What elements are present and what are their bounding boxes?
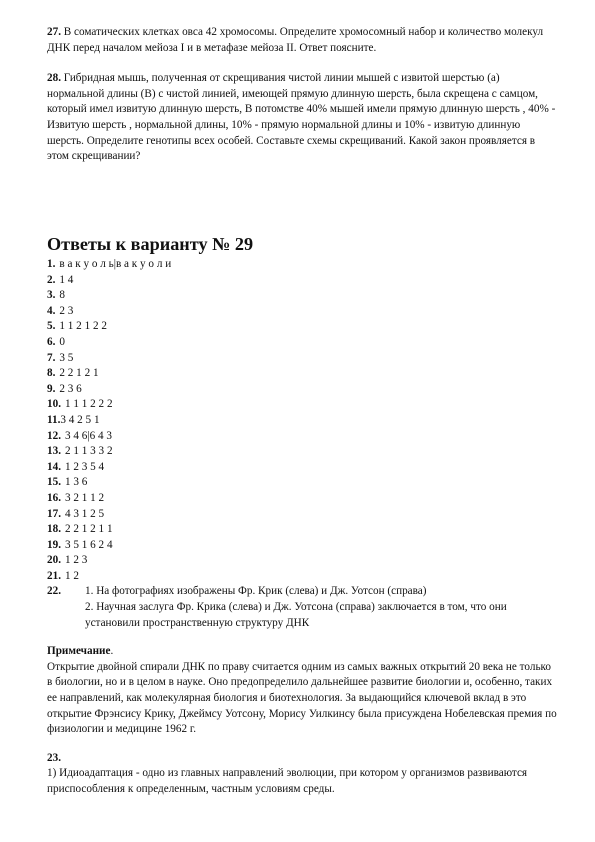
answer-value: 4 3 1 2 5 <box>64 507 105 520</box>
answer-row <box>47 460 557 476</box>
question-text: Гибридная мышь, полученная от скрещивания чистой линии мышей с извитой шерстью (а) нормальной длины (В) с чистой линией, имеющей прямую длинную шерсть, была скрещена с самцом, который имел извитую длинную шерсть, В потомстве 40% мышей имели прямую длинную шерсть , 40% - Извитую шерсть , нормальной длины, 10% - прямую нормальной длины и 10% - извитую длинную шерсть. Определите генотипы всех особей. Составьте схемы скрещиваний. Какой закон проявляется в этом скрещивании? <box>47 72 556 163</box>
answer-22-items <box>85 584 557 631</box>
answers-heading: Ответы к варианту № 29 <box>47 234 254 254</box>
answer-row <box>47 413 557 429</box>
answer-row <box>47 429 557 445</box>
answer-number: 15. <box>47 476 61 489</box>
answer-value: 1 2 3 <box>64 554 88 567</box>
answer-row <box>47 257 557 273</box>
answer-row <box>47 491 557 507</box>
answer-row <box>47 304 557 320</box>
answer-22-item: 1. На фотографиях изображены Фр. Крик (слева) и Дж. Уотсон (справа) <box>85 585 427 598</box>
document-page <box>47 25 557 795</box>
answer-number: 22. <box>47 585 61 598</box>
answer-value: 2 2 1 2 1 1 <box>64 523 113 536</box>
answer-number: 9. <box>47 382 56 395</box>
answer-number: 11. <box>47 413 61 426</box>
answer-row <box>47 538 557 554</box>
note-title: Примечание <box>47 645 111 658</box>
question-text: В соматических клетках овса 42 хромосомы. Определите хромосомный набор и количество молекул ДНК перед началом мейоза I и в метафазе мейоза II. Ответ поясните. <box>47 26 544 54</box>
answer-row <box>47 319 557 335</box>
answer-value: 1 1 1 2 2 2 <box>64 398 113 411</box>
answer-23-text: 1) Идиоадаптация - одно из главных направлений эволюции, при котором у организмов развиваются приспособления к определенным, частным условиям среды. <box>47 767 528 795</box>
answer-value: 3 4 6|6 4 3 <box>64 429 112 442</box>
answer-value: 1 2 <box>64 569 79 582</box>
answer-row <box>47 382 557 398</box>
answer-row <box>47 507 557 523</box>
answer-row <box>47 351 557 367</box>
answer-number: 2. <box>47 273 56 286</box>
answer-value: в а к у о л ь|в а к у о л и <box>59 258 172 270</box>
answer-number: 17. <box>47 507 61 520</box>
answer-23 <box>47 751 557 798</box>
answer-value: 1 2 3 5 4 <box>64 460 105 473</box>
answer-value: 0 <box>59 335 65 348</box>
question-27 <box>47 25 557 56</box>
answer-value: 2 3 <box>59 304 74 317</box>
note-text: Открытие двойной спирали ДНК по праву считается одним из самых важных открытий 20 века не только в биологии, но и в целом в науке. Оно предопределило дальнейшее развитие биологии и, особенно, таких ее направлений, как молекулярная биология и биотехнология. За выдающийся ключевой вклад в это открытие Фрэнсису Крику, Джеймсу Уотсону, Морису Уилкинсу была присуждена Нобелевская премия по физиологии и медицине 1962 г. <box>47 660 557 736</box>
answer-value: 1 4 <box>59 273 74 286</box>
answer-number: 6. <box>47 335 56 348</box>
answer-value: 2 2 1 2 1 <box>59 367 99 380</box>
note-title-suffix: . <box>110 645 114 658</box>
answer-number: 4. <box>47 304 56 317</box>
answer-row <box>47 397 557 413</box>
question-number: 28. <box>47 72 61 85</box>
answer-value: 1 3 6 <box>64 476 88 489</box>
answer-22 <box>47 584 557 631</box>
answer-value: 3 5 1 6 2 4 <box>64 538 113 551</box>
answer-value: 1 1 2 1 2 2 <box>59 320 107 333</box>
answer-number: 5. <box>47 320 56 333</box>
answer-number: 3. <box>47 289 56 302</box>
answer-22-item: 2. Научная заслуга Фр. Крика (слева) и Дж. Уотсона (справа) заключается в том, что они установили пространственную структуру ДНК <box>85 601 507 629</box>
answer-value: 3 5 <box>59 351 74 364</box>
answer-number: 10. <box>47 398 61 411</box>
answer-number: 19. <box>47 538 61 551</box>
answer-number: 8. <box>47 367 56 380</box>
answer-row <box>47 444 557 460</box>
answer-row <box>47 475 557 491</box>
answer-row <box>47 569 557 585</box>
answer-value: 3 2 1 1 2 <box>64 491 105 504</box>
answer-number: 20. <box>47 554 61 567</box>
answer-row <box>47 273 557 289</box>
question-number: 27. <box>47 26 61 38</box>
answer-number: 7. <box>47 351 56 364</box>
note-block <box>47 644 557 738</box>
answer-value: 8 <box>59 289 65 302</box>
answers-section <box>47 257 557 798</box>
answer-row <box>47 553 557 569</box>
answer-value: 3 4 2 5 1 <box>60 413 100 426</box>
answer-value: 2 1 1 3 3 2 <box>64 445 113 458</box>
question-28 <box>47 71 557 165</box>
answer-row <box>47 335 557 351</box>
answer-row <box>47 288 557 304</box>
answer-value: 2 3 6 <box>59 382 82 395</box>
answer-list <box>47 257 557 584</box>
answer-row <box>47 522 557 538</box>
answer-number: 13. <box>47 445 61 458</box>
answer-number: 16. <box>47 491 61 504</box>
answer-number: 12. <box>47 429 61 442</box>
answer-row <box>47 366 557 382</box>
answer-number: 18. <box>47 523 61 536</box>
answer-number: 1. <box>47 258 56 270</box>
answer-number: 23. <box>47 751 61 764</box>
answer-number: 14. <box>47 460 61 473</box>
answer-number: 21. <box>47 569 61 582</box>
